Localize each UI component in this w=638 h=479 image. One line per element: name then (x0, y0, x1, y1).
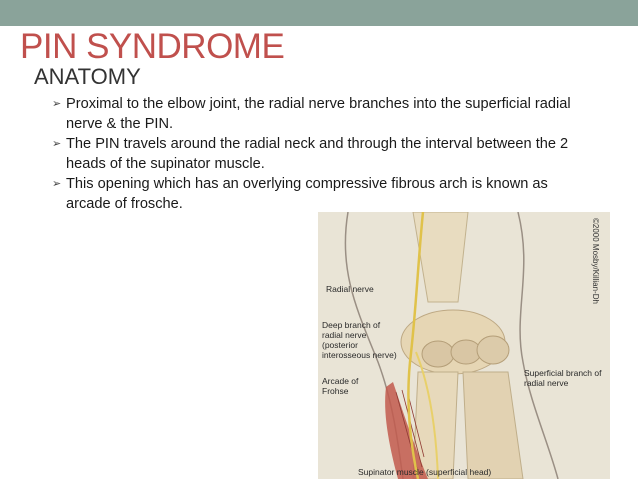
label-deep-branch: Deep branch of radial nerve (posterior interosseous nerve) (322, 320, 397, 360)
bullet-text: This opening which has an overlying compressive fibrous arch is known as arcade of frosche. (66, 176, 548, 212)
arrow-bullet-icon: ➢ (52, 98, 62, 110)
bullet-item (52, 174, 582, 214)
label-radial-nerve: Radial nerve (326, 284, 374, 294)
bullet-text: Proximal to the elbow joint, the radial nerve branches into the superficial radial nerve & the PIN. (66, 96, 571, 132)
top-bar (0, 0, 638, 26)
arrow-bullet-icon: ➢ (52, 178, 62, 190)
elbow-anatomy-figure (318, 212, 610, 479)
slide-title: PIN SYNDROME (20, 27, 285, 66)
label-arcade-of-frohse: Arcade of Frohse (322, 376, 359, 396)
arrow-bullet-icon: ➢ (52, 138, 62, 150)
label-supinator-muscle: Supinator muscle (superficial head) (358, 467, 492, 477)
slide-subtitle: ANATOMY (34, 64, 141, 89)
figure-copyright: ©2000 Mosby/Killian-Dh (591, 218, 600, 304)
label-superficial-branch: Superficial branch of radial nerve (524, 368, 602, 388)
bullet-text: The PIN travels around the radial neck and through the interval between the 2 heads of the supinator muscle. (66, 136, 569, 172)
bullet-item (52, 134, 582, 174)
bullet-item (52, 94, 582, 134)
bullet-list (52, 94, 582, 214)
